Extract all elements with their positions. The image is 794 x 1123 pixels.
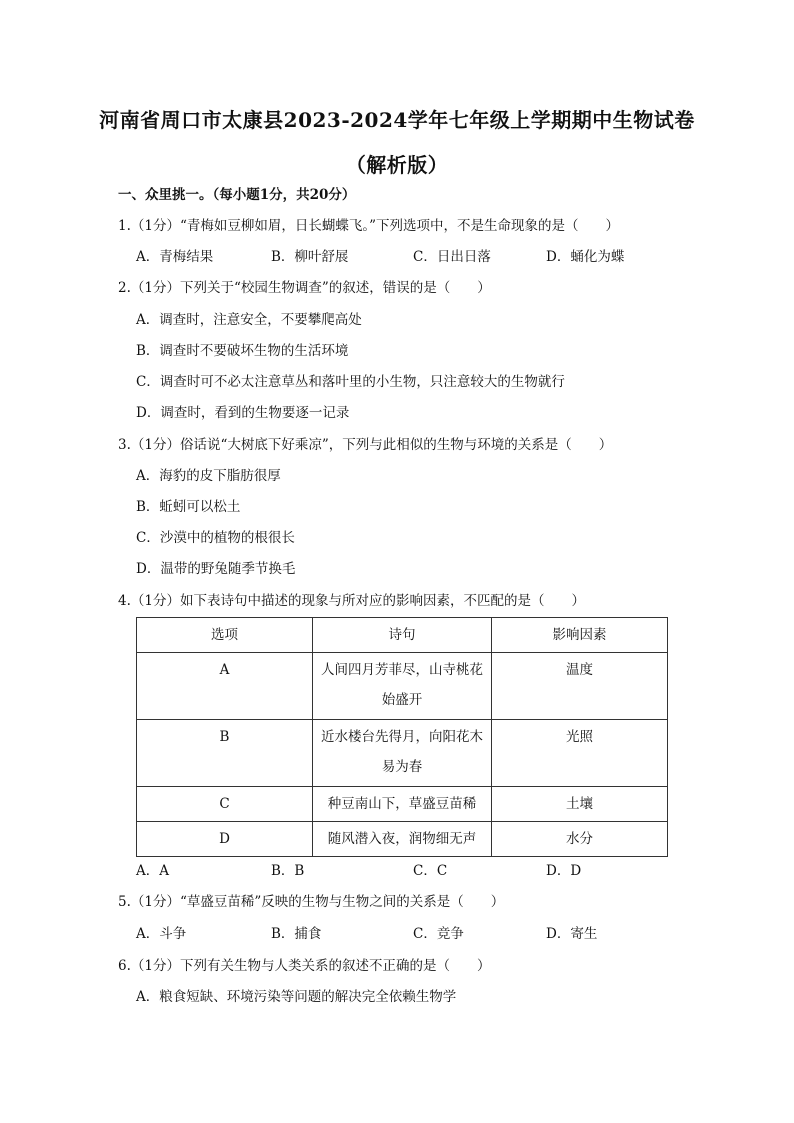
question-4-option-a: A．A bbox=[136, 863, 169, 879]
table-cell-poem: 种豆南山下，草盛豆苗稀 bbox=[313, 787, 492, 822]
question-5-option-d: D．寄生 bbox=[546, 926, 598, 942]
question-5-option-b: B．捕食 bbox=[271, 926, 322, 942]
question-2-option-d: D．调查时，看到的生物要逐一记录 bbox=[136, 405, 350, 421]
question-2-option-c: C．调查时可不必太注意草丛和落叶里的小生物，只注意较大的生物就行 bbox=[136, 374, 565, 390]
table-header-cell: 选项 bbox=[137, 618, 313, 653]
table-row bbox=[137, 720, 668, 787]
table-cell-poem bbox=[313, 720, 492, 787]
table-cell-factor: 水分 bbox=[491, 822, 667, 857]
table-cell-option: D bbox=[137, 822, 313, 857]
table-row bbox=[137, 822, 668, 857]
question-2-stem: 2.（1分）下列关于“校园生物调查”的叙述，错误的是（ ） bbox=[118, 280, 491, 296]
question-5-option-c: C．竞争 bbox=[413, 926, 464, 942]
question-2-option-a: A．调查时，注意安全，不要攀爬高处 bbox=[136, 312, 362, 328]
question-2-option-b: B．调查时不要破坏生物的生活环境 bbox=[136, 343, 349, 359]
section-heading: 一、众里挑一。（每小题1分，共20分） bbox=[118, 187, 356, 203]
document-title: 河南省周口市太康县2023-2024学年七年级上学期期中生物试卷 bbox=[99, 108, 695, 132]
question-3-option-d: D．温带的野兔随季节换毛 bbox=[136, 561, 296, 577]
table-cell-poem bbox=[313, 653, 492, 720]
question-1-stem: 1.（1分）“青梅如豆柳如眉，日长蝴蝶飞。”下列选项中，不是生命现象的是（ ） bbox=[118, 218, 620, 234]
table-row bbox=[137, 653, 668, 720]
document-subtitle: （解析版） bbox=[345, 153, 449, 177]
table-cell-option: C bbox=[137, 787, 313, 822]
table-cell-poem-text: 人间四月芳菲尽，山寺桃花始盛开 bbox=[320, 662, 483, 708]
question-3-option-b: B．蚯蚓可以松土 bbox=[136, 499, 241, 515]
question-6-stem: 6.（1分）下列有关生物与人类关系的叙述不正确的是（ ） bbox=[118, 958, 491, 974]
table-cell-option: B bbox=[137, 720, 313, 787]
table-cell-poem-text: 近水楼台先得月，向阳花木易为春 bbox=[320, 729, 483, 775]
table-cell-poem: 随风潜入夜，润物细无声 bbox=[313, 822, 492, 857]
question-3-option-a: A．海豹的皮下脂肪很厚 bbox=[136, 468, 281, 484]
table-cell-factor: 土壤 bbox=[491, 787, 667, 822]
question-4-option-b: B．B bbox=[271, 863, 305, 879]
question-6-option-a: A．粮食短缺、环境污染等问题的解决完全依赖生物学 bbox=[136, 989, 457, 1005]
table-cell-option: A bbox=[137, 653, 313, 720]
question-5-option-a: A．斗争 bbox=[136, 926, 187, 942]
question-4-option-c: C．C bbox=[413, 863, 448, 879]
question-4-stem: 4.（1分）如下表诗句中描述的现象与所对应的影响因素，不匹配的是（ ） bbox=[118, 593, 585, 609]
table-cell-factor: 温度 bbox=[491, 653, 667, 720]
table-header-cell: 诗句 bbox=[313, 618, 492, 653]
question-3-stem: 3.（1分）俗话说“大树底下好乘凉”，下列与此相似的生物与环境的关系是（ ） bbox=[118, 437, 613, 453]
table-header-row bbox=[137, 618, 668, 653]
question-1-option-a: A．青梅结果 bbox=[136, 249, 214, 265]
question-4-option-d: D．D bbox=[546, 863, 582, 879]
question-3-option-c: C．沙漠中的植物的根很长 bbox=[136, 530, 295, 546]
table-row bbox=[137, 787, 668, 822]
question-1-option-d: D．蛹化为蝶 bbox=[546, 249, 625, 265]
question-1-option-b: B．柳叶舒展 bbox=[271, 249, 349, 265]
poem-factor-table bbox=[136, 617, 668, 857]
question-5-stem: 5.（1分）“草盛豆苗稀”反映的生物与生物之间的关系是（ ） bbox=[118, 894, 505, 910]
question-1-option-c: C．日出日落 bbox=[413, 249, 491, 265]
table-header-cell: 影响因素 bbox=[491, 618, 667, 653]
table-cell-factor: 光照 bbox=[491, 720, 667, 787]
